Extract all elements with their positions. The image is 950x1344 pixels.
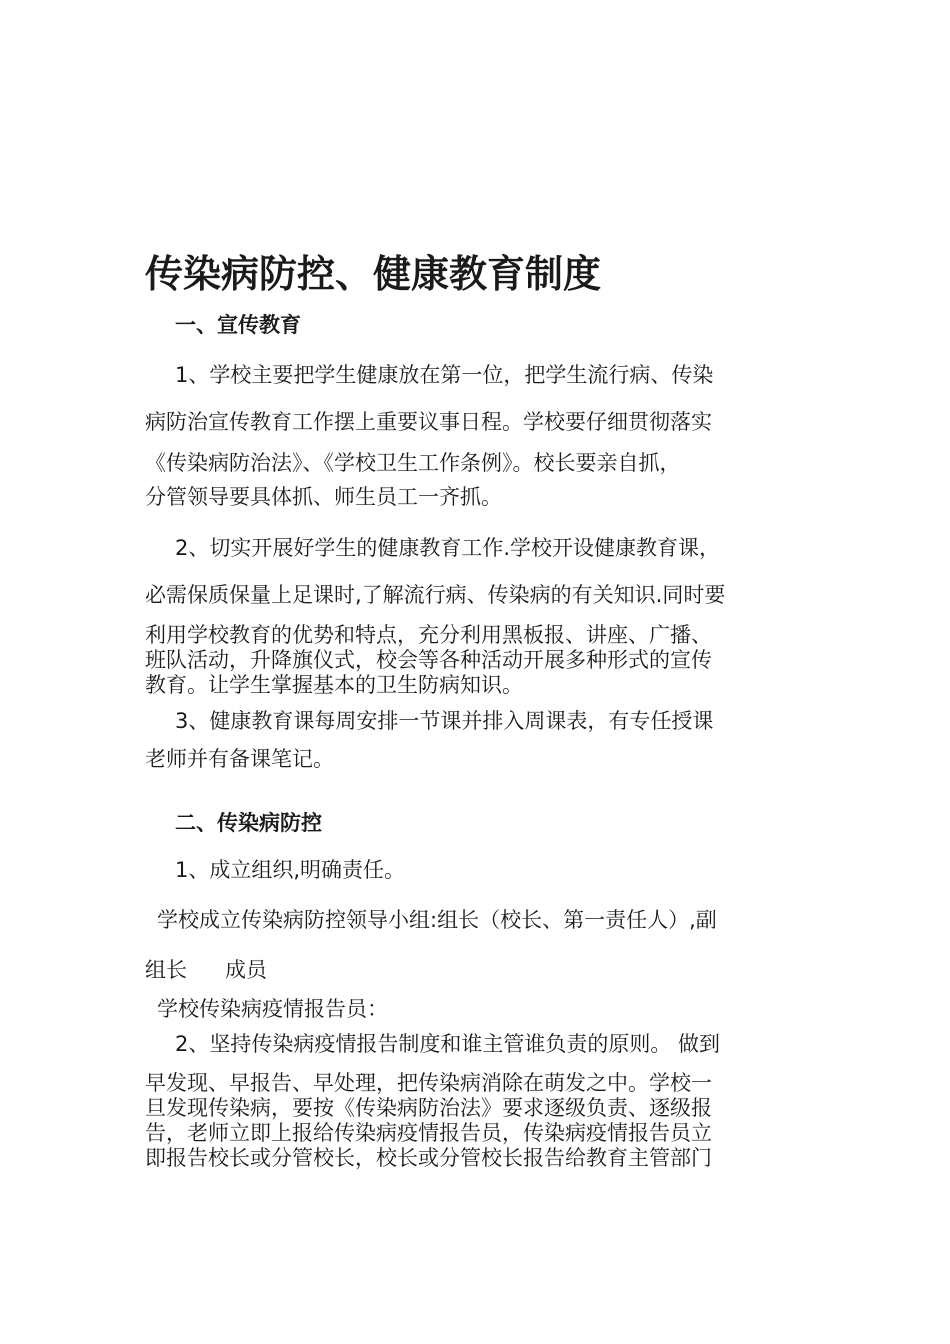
paragraph-line: 即报告校长或分管校长，校长或分管校长报告给教育主管部门 [145, 1146, 712, 1170]
paragraph-line: 成员 [225, 958, 267, 982]
paragraph-line: 分管领导要具体抓、师生员工一齐抓。 [145, 485, 502, 509]
paragraph-line: 老师并有备课笔记。 [145, 747, 334, 771]
paragraph-line: 学校成立传染病防控领导小组:组长（校长、第一责任人）,副 [157, 908, 717, 932]
paragraph-line: 组长 [145, 958, 187, 982]
paragraph-line: 2、切实开展好学生的健康教育工作.学校开设健康教育课， [175, 536, 721, 560]
paragraph-line: 旦发现传染病，要按《传染病防治法》要求逐级负责、逐级报 [145, 1096, 712, 1120]
paragraph-line: 必需保质保量上足课时,了解流行病、传染病的有关知识.同时要 [145, 583, 726, 607]
paragraph-line: 《传染病防治法》、《学校卫生工作条例》。校长要亲自抓， [145, 451, 681, 475]
section-heading-publicity: 一、宣传教育 [175, 313, 301, 337]
paragraph-line: 告，老师立即上报给传染病疫情报告员，传染病疫情报告员立 [145, 1121, 712, 1145]
paragraph-line: 1、成立组织,明确责任。 [175, 858, 406, 882]
paragraph-line: 学校传染病疫情报告员： [157, 997, 388, 1021]
document-title: 传染病防控、健康教育制度 [145, 252, 602, 296]
paragraph-line: 3、健康教育课每周安排一节课并排入周课表，有专任授课 [175, 709, 714, 733]
paragraph-line: 教育。让学生掌握基本的卫生防病知识。 [145, 673, 523, 697]
section-heading-prevention: 二、传染病防控 [175, 811, 322, 835]
paragraph-line: 班队活动，升降旗仪式，校会等各种活动开展多种形式的宣传 [145, 648, 712, 672]
paragraph-line: 早发现、早报告、早处理，把传染病消除在萌发之中。学校一 [145, 1071, 712, 1095]
paragraph-line: 病防治宣传教育工作摆上重要议事日程。学校要仔细贯彻落实 [145, 410, 712, 434]
paragraph-line: 2、坚持传染病疫情报告制度和谁主管谁负责的原则。 做到 [175, 1032, 721, 1056]
paragraph-line: 利用学校教育的优势和特点，充分利用黑板报、讲座、广播、 [145, 623, 712, 647]
paragraph-line: 1、学校主要把学生健康放在第一位，把学生流行病、传染 [175, 363, 714, 387]
